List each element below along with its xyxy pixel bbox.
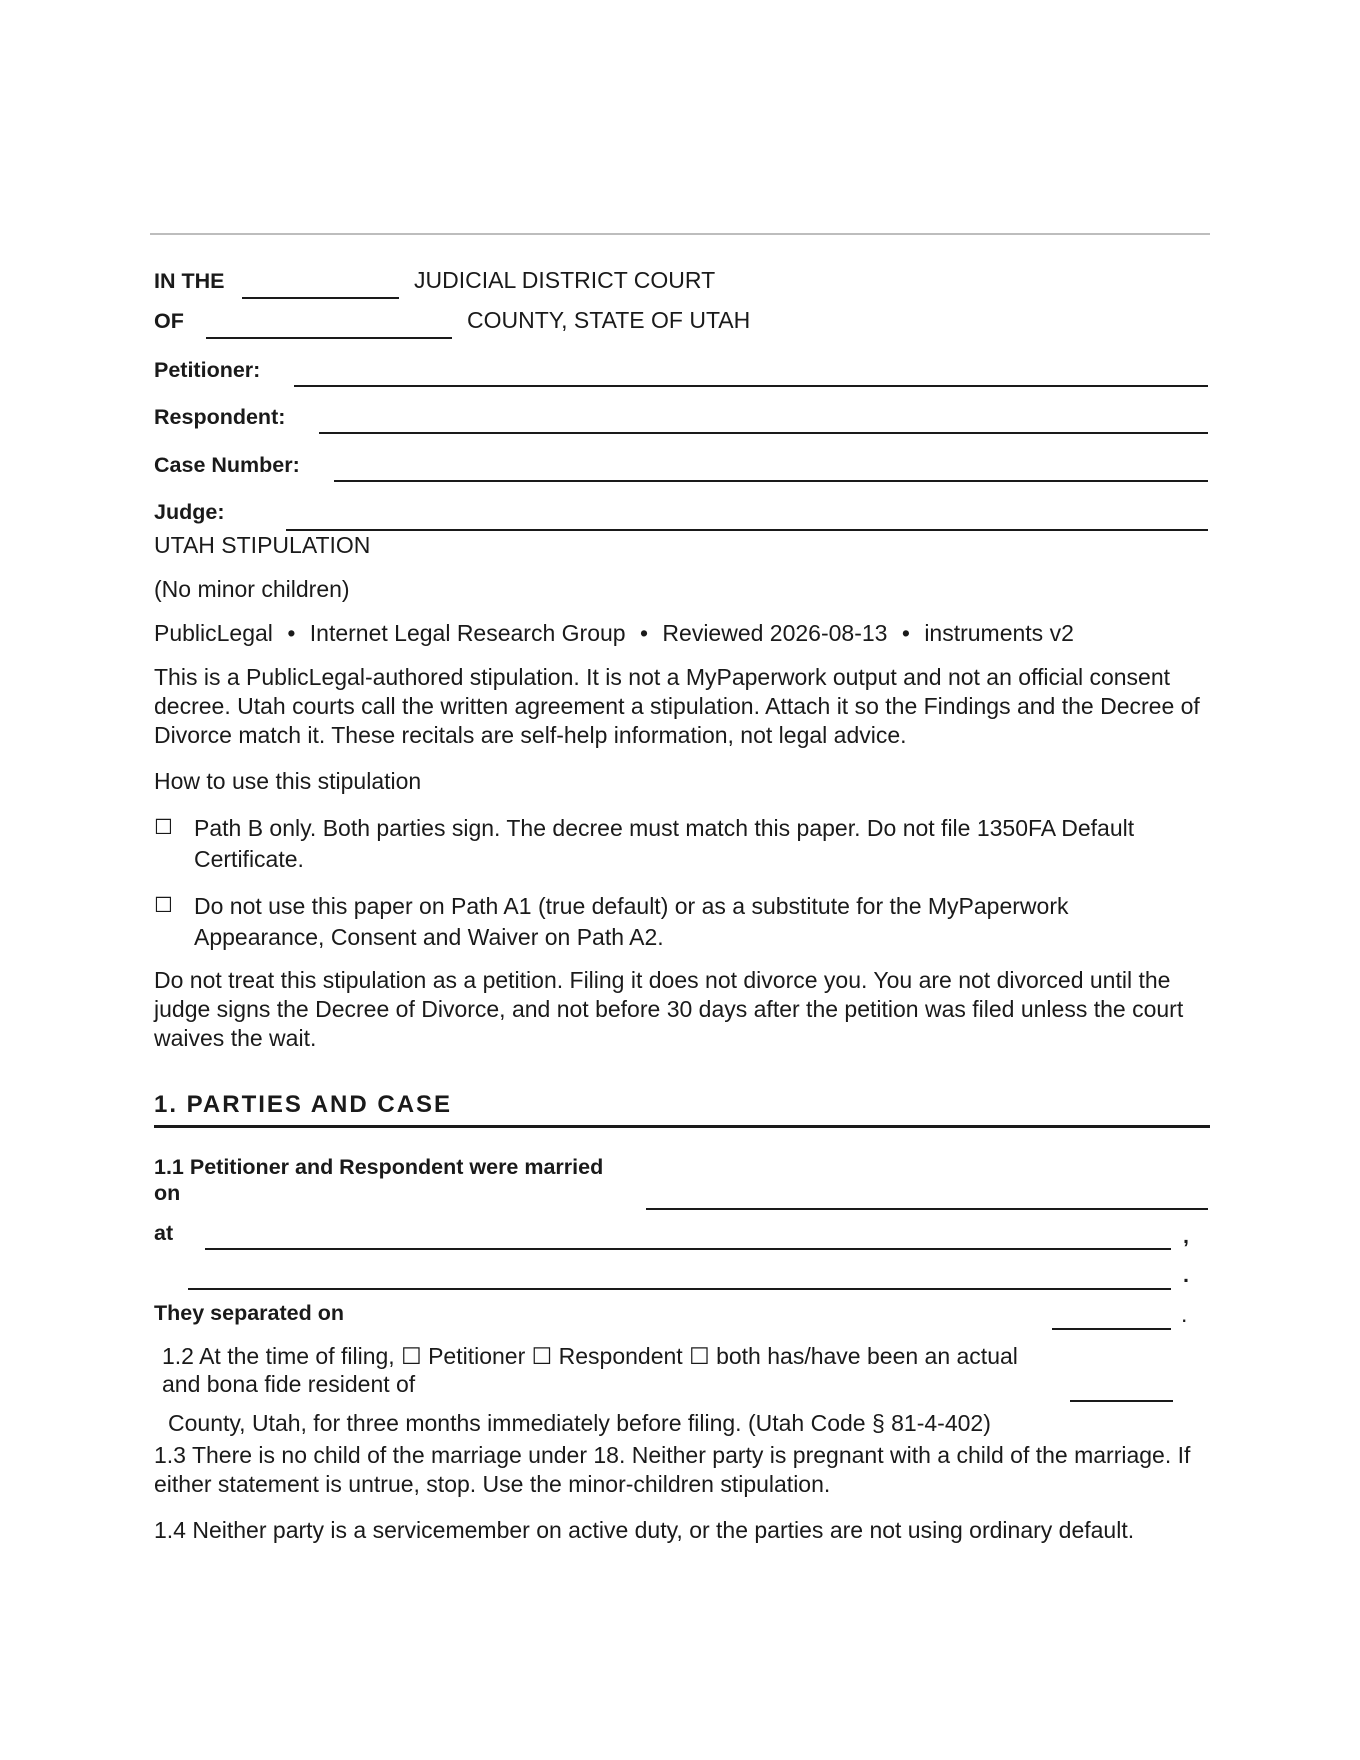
marriage-place-label: at: [154, 1221, 174, 1245]
meta-separator: •: [287, 620, 296, 646]
married-on-label-line2: on: [154, 1181, 181, 1205]
separated-on-label: They separated on: [154, 1301, 344, 1325]
caption-court-suffix: JUDICIAL DISTRICT COURT: [414, 267, 716, 293]
county-field[interactable]: [206, 337, 452, 339]
residency-county-field[interactable]: [1070, 1400, 1173, 1402]
servicemember-paragraph: 1.4 Neither party is a servicemember on active duty, or the parties are not using ordinary default.: [154, 1517, 1135, 1543]
warning-paragraph: Do not treat this stipulation as a petition. Filing it does not divorce you. You are not divorced until the judge signs the Decree of Divorce, and not before 30 days after the petition was filed unless the court waives the wait.: [154, 967, 1184, 1051]
judge-field[interactable]: [286, 529, 1208, 531]
meta-publisher: PublicLegal: [154, 620, 273, 646]
district-number-field[interactable]: [242, 297, 399, 299]
checkbox-icon[interactable]: ☐: [154, 894, 173, 917]
caption-of: OF: [154, 309, 184, 333]
document-title: UTAH STIPULATION: [154, 532, 371, 558]
how-to-item-1: [154, 813, 1204, 875]
petitioner-label: Petitioner:: [154, 358, 261, 382]
period-mark: .: [1181, 1301, 1188, 1327]
meta-reviewed: Reviewed 2026-08-13: [662, 620, 888, 646]
how-to-item-2: [154, 891, 1204, 953]
marriage-place-field-2[interactable]: [188, 1288, 1171, 1290]
petitioner-field[interactable]: [294, 385, 1208, 387]
marriage-date-field[interactable]: [646, 1208, 1208, 1210]
meta-separator: •: [901, 620, 910, 646]
no-children-paragraph: 1.3 There is no child of the marriage under 18. Neither party is pregnant with a child of the marriage. If either statement is untrue, stop. Use the minor-children stipulation.: [154, 1442, 1191, 1497]
residency-line-3: County, Utah, for three months immediately before filing. (Utah Code § 81-4-402): [168, 1410, 991, 1436]
meta-separator: •: [639, 620, 649, 646]
meta-line: [154, 619, 1074, 648]
judge-label: Judge:: [154, 500, 225, 524]
caption-county-suffix: COUNTY, STATE OF UTAH: [467, 307, 751, 333]
caption-in-the: IN THE: [154, 269, 225, 293]
checkbox-icon[interactable]: ☐: [154, 816, 173, 839]
respondent-field[interactable]: [319, 432, 1208, 434]
marriage-place-field[interactable]: [205, 1248, 1171, 1250]
top-rule: [150, 233, 1210, 235]
period-mark: .: [1183, 1263, 1189, 1287]
section-1-heading: 1. PARTIES AND CASE: [154, 1091, 1210, 1128]
how-to-item-text: Path B only. Both parties sign. The decree must match this paper. Do not file 1350FA Default Certificate.: [194, 815, 1135, 872]
case-number-field[interactable]: [334, 480, 1208, 482]
meta-version: instruments v2: [924, 620, 1074, 646]
meta-group: Internet Legal Research Group: [309, 620, 626, 646]
residency-line-2: and bona fide resident of: [162, 1371, 416, 1397]
document-subtitle: (No minor children): [154, 576, 350, 602]
respondent-label: Respondent:: [154, 405, 286, 429]
how-to-heading: How to use this stipulation: [154, 768, 422, 794]
comma-mark: ,: [1183, 1224, 1189, 1248]
how-to-item-text: Do not use this paper on Path A1 (true default) or as a substitute for the MyPaperwork Appearance, Consent and Waiver on Path A2.: [194, 893, 1069, 950]
residency-line-1: 1.2 At the time of filing, ☐ Petitioner ☐ Respondent ☐ both has/have been an actual: [162, 1343, 1018, 1369]
separation-date-field[interactable]: [1052, 1328, 1171, 1330]
intro-paragraph: This is a PublicLegal-authored stipulation. It is not a MyPaperwork output and not an official consent decree. Utah courts call the written agreement a stipulation. Attach it so the Findings and the Decree of Divorce match it. These recitals are self-help information, not legal advice.: [154, 664, 1200, 748]
married-on-label-line1: 1.1 Petitioner and Respondent were married: [154, 1155, 604, 1179]
case-number-label: Case Number:: [154, 453, 300, 477]
